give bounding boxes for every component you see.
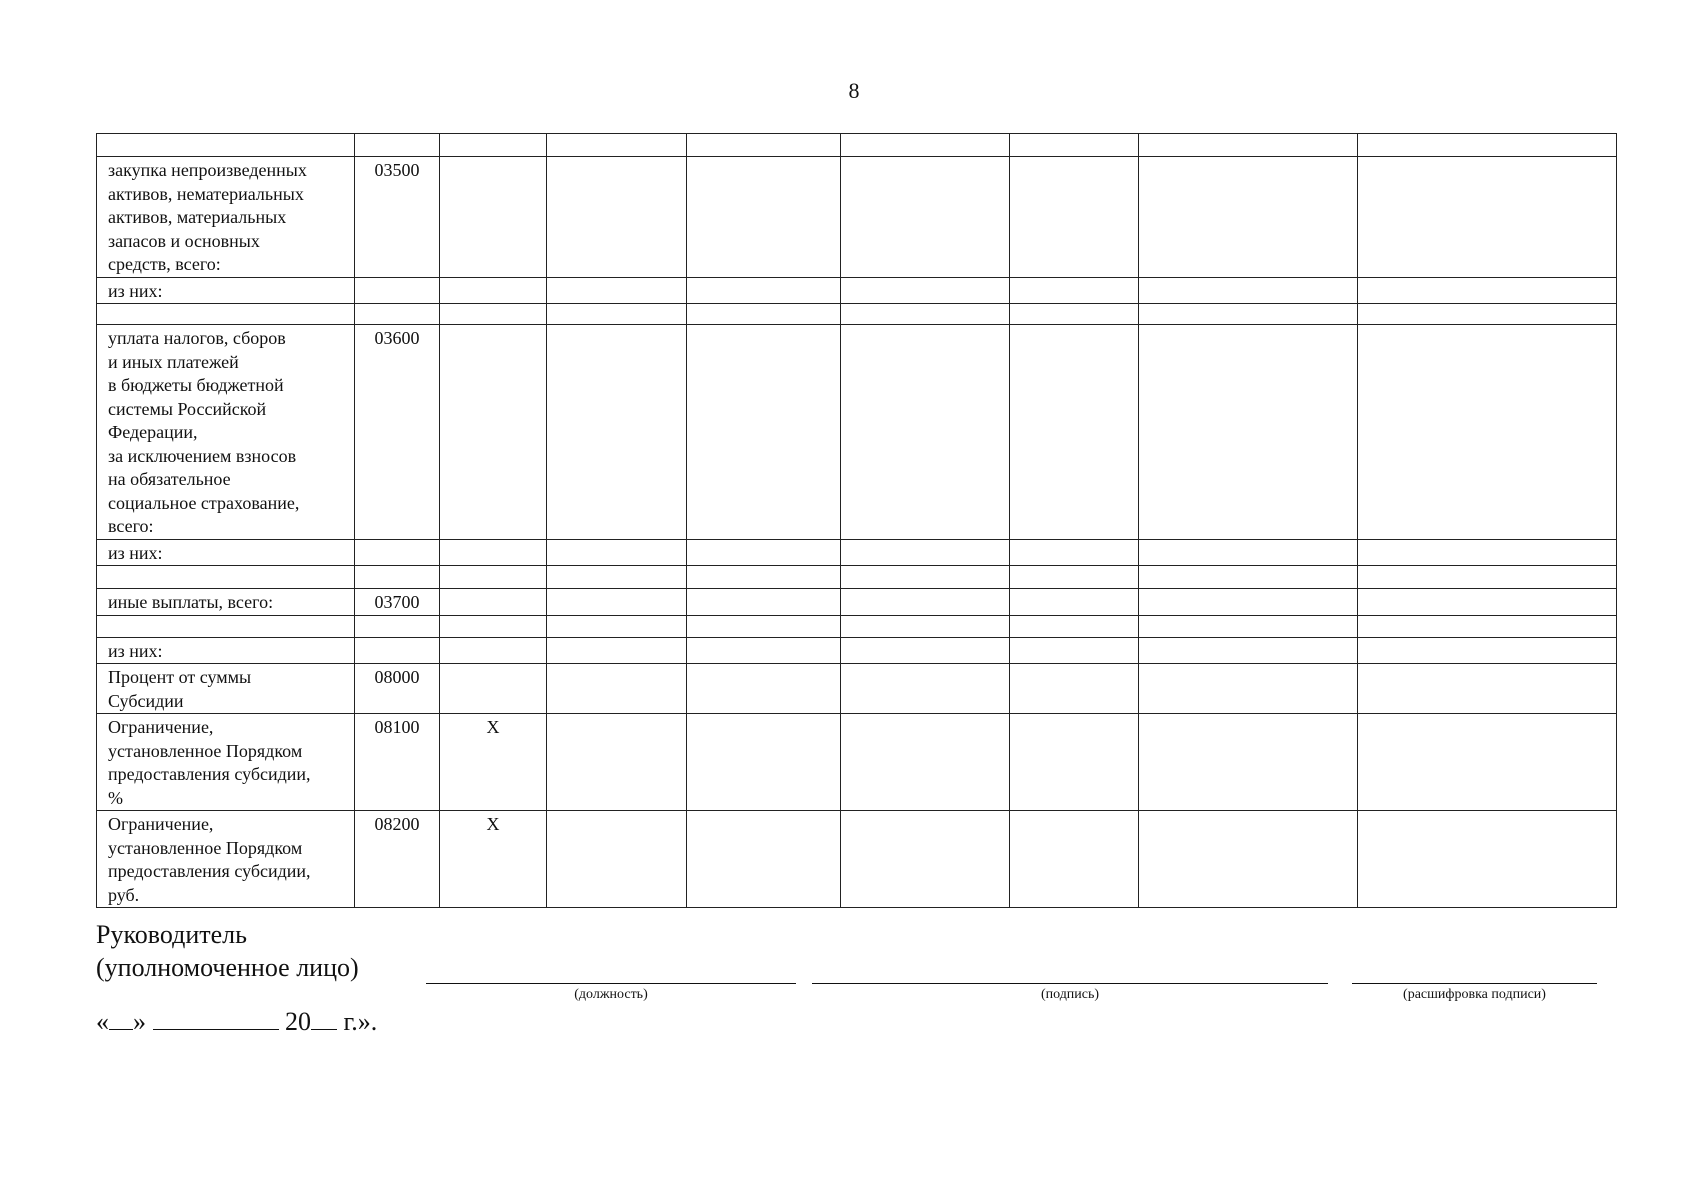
value-cell[interactable] — [1358, 304, 1617, 325]
row-code-cell — [355, 615, 440, 637]
value-cell[interactable] — [841, 811, 1010, 908]
table-row — [97, 566, 1617, 589]
value-cell[interactable] — [1358, 714, 1617, 811]
row-code-cell: 03700 — [355, 589, 440, 616]
year-blank[interactable] — [311, 1005, 337, 1030]
table-row — [97, 157, 1617, 278]
value-cell[interactable] — [1010, 714, 1139, 811]
value-cell[interactable] — [841, 566, 1010, 589]
signature-caption: (подпись) — [1040, 987, 1100, 1002]
row-mark-cell — [440, 566, 547, 589]
row-mark-cell — [440, 664, 547, 714]
value-cell[interactable] — [1358, 589, 1617, 616]
value-cell[interactable] — [547, 615, 687, 637]
table-row — [97, 714, 1617, 811]
value-cell[interactable] — [547, 157, 687, 278]
value-cell[interactable] — [841, 615, 1010, 637]
value-cell[interactable] — [1010, 615, 1139, 637]
value-cell[interactable] — [547, 811, 687, 908]
value-cell[interactable] — [1010, 277, 1139, 304]
value-cell[interactable] — [841, 157, 1010, 278]
report-table — [96, 133, 1617, 908]
value-cell[interactable] — [687, 664, 841, 714]
value-cell[interactable] — [1358, 277, 1617, 304]
table-row — [97, 304, 1617, 325]
row-label-cell — [97, 134, 355, 157]
table-row — [97, 277, 1617, 304]
value-cell[interactable] — [841, 134, 1010, 157]
value-cell[interactable] — [687, 277, 841, 304]
table-row — [97, 811, 1617, 908]
row-label-cell: закупка непроизведенных активов, нематериальных активов, материальных запасов и основных средств, всего: — [97, 157, 355, 278]
signatory-title: Руководитель — [96, 920, 247, 949]
date-line — [96, 1005, 377, 1037]
date-close-quote: » — [133, 1007, 146, 1036]
value-cell[interactable] — [687, 637, 841, 664]
value-cell[interactable] — [547, 589, 687, 616]
row-mark-cell: X — [440, 811, 547, 908]
value-cell[interactable] — [841, 589, 1010, 616]
row-code-cell — [355, 277, 440, 304]
row-label-cell — [97, 566, 355, 589]
value-cell[interactable] — [1010, 637, 1139, 664]
row-code-cell: 08200 — [355, 811, 440, 908]
table-row — [97, 664, 1617, 714]
row-label-cell — [97, 615, 355, 637]
value-cell[interactable] — [687, 325, 841, 540]
value-cell[interactable] — [841, 714, 1010, 811]
value-cell[interactable] — [1010, 304, 1139, 325]
row-mark-cell — [440, 277, 547, 304]
row-label-cell: из них: — [97, 277, 355, 304]
value-cell[interactable] — [841, 277, 1010, 304]
value-cell[interactable] — [1358, 811, 1617, 908]
value-cell[interactable] — [1358, 637, 1617, 664]
value-cell[interactable] — [1010, 539, 1139, 566]
row-code-cell — [355, 637, 440, 664]
value-cell[interactable] — [1010, 134, 1139, 157]
value-cell[interactable] — [687, 134, 841, 157]
year-prefix: 20 — [285, 1007, 311, 1036]
value-cell[interactable] — [1358, 615, 1617, 637]
row-code-cell — [355, 539, 440, 566]
row-code-cell: 08100 — [355, 714, 440, 811]
value-cell[interactable] — [687, 589, 841, 616]
value-cell[interactable] — [1358, 134, 1617, 157]
value-cell[interactable] — [687, 539, 841, 566]
value-cell[interactable] — [1358, 157, 1617, 278]
value-cell[interactable] — [1358, 539, 1617, 566]
row-label-cell: из них: — [97, 539, 355, 566]
value-cell[interactable] — [1010, 811, 1139, 908]
row-code-cell — [355, 304, 440, 325]
value-cell[interactable] — [1139, 277, 1358, 304]
row-mark-cell — [440, 157, 547, 278]
decoding-caption: (расшифровка подписи) — [1403, 987, 1546, 1002]
table-row — [97, 325, 1617, 540]
value-cell[interactable] — [1139, 157, 1358, 278]
position-line[interactable] — [426, 983, 796, 984]
day-blank[interactable] — [109, 1005, 133, 1030]
value-cell[interactable] — [1010, 664, 1139, 714]
value-cell[interactable] — [1139, 325, 1358, 540]
value-cell[interactable] — [1139, 714, 1358, 811]
value-cell[interactable] — [1010, 589, 1139, 616]
row-label-cell — [97, 304, 355, 325]
row-label-cell: уплата налогов, сборов и иных платежей в бюджеты бюджетной системы Российской Федерации, за исключением взносов на обязательное социальное страхование, всего: — [97, 325, 355, 540]
value-cell[interactable] — [547, 134, 687, 157]
row-code-cell — [355, 566, 440, 589]
signatory-block — [96, 918, 359, 984]
value-cell[interactable] — [1010, 157, 1139, 278]
row-mark-cell — [440, 539, 547, 566]
row-code-cell: 03600 — [355, 325, 440, 540]
value-cell[interactable] — [547, 277, 687, 304]
table-row — [97, 589, 1617, 616]
date-open-quote: « — [96, 1007, 109, 1036]
row-mark-cell — [440, 615, 547, 637]
value-cell[interactable] — [1358, 566, 1617, 589]
value-cell[interactable] — [687, 157, 841, 278]
value-cell[interactable] — [1358, 664, 1617, 714]
value-cell[interactable] — [1139, 539, 1358, 566]
value-cell[interactable] — [841, 539, 1010, 566]
row-label-cell: из них: — [97, 637, 355, 664]
row-mark-cell: X — [440, 714, 547, 811]
position-caption: (должность) — [574, 987, 648, 1002]
value-cell[interactable] — [1139, 637, 1358, 664]
value-cell[interactable] — [1139, 134, 1358, 157]
value-cell[interactable] — [547, 304, 687, 325]
table-row — [97, 539, 1617, 566]
value-cell[interactable] — [687, 566, 841, 589]
value-cell[interactable] — [547, 325, 687, 540]
value-cell[interactable] — [1139, 566, 1358, 589]
value-cell[interactable] — [841, 325, 1010, 540]
value-cell[interactable] — [1139, 615, 1358, 637]
row-code-cell: 03500 — [355, 157, 440, 278]
row-mark-cell — [440, 134, 547, 157]
row-label-cell: Процент от суммы Субсидии — [97, 664, 355, 714]
value-cell[interactable] — [1010, 566, 1139, 589]
row-label-cell: Ограничение, установленное Порядком предоставления субсидии, руб. — [97, 811, 355, 908]
value-cell[interactable] — [1358, 325, 1617, 540]
value-cell[interactable] — [547, 637, 687, 664]
month-blank[interactable] — [153, 1005, 279, 1030]
decoding-line[interactable] — [1352, 983, 1597, 984]
page-number: 8 — [848, 78, 860, 103]
year-suffix: г.». — [337, 1007, 378, 1036]
value-cell[interactable] — [687, 304, 841, 325]
value-cell[interactable] — [1139, 664, 1358, 714]
value-cell[interactable] — [547, 539, 687, 566]
value-cell[interactable] — [687, 615, 841, 637]
row-label-cell: Ограничение, установленное Порядком предоставления субсидии, % — [97, 714, 355, 811]
table-row — [97, 134, 1617, 157]
row-code-cell — [355, 134, 440, 157]
value-cell[interactable] — [547, 714, 687, 811]
value-cell[interactable] — [841, 637, 1010, 664]
signatory-subtitle: (уполномоченное лицо) — [96, 953, 359, 982]
signature-line[interactable] — [812, 983, 1328, 984]
row-label-cell: иные выплаты, всего: — [97, 589, 355, 616]
value-cell[interactable] — [687, 811, 841, 908]
row-mark-cell — [440, 589, 547, 616]
value-cell[interactable] — [687, 714, 841, 811]
row-code-cell: 08000 — [355, 664, 440, 714]
value-cell[interactable] — [547, 664, 687, 714]
value-cell[interactable] — [1139, 304, 1358, 325]
value-cell[interactable] — [1139, 811, 1358, 908]
table-row — [97, 615, 1617, 637]
table-row — [97, 637, 1617, 664]
value-cell[interactable] — [547, 566, 687, 589]
value-cell[interactable] — [1010, 325, 1139, 540]
row-mark-cell — [440, 325, 547, 540]
row-mark-cell — [440, 637, 547, 664]
value-cell[interactable] — [1139, 589, 1358, 616]
row-mark-cell — [440, 304, 547, 325]
value-cell[interactable] — [841, 664, 1010, 714]
value-cell[interactable] — [841, 304, 1010, 325]
